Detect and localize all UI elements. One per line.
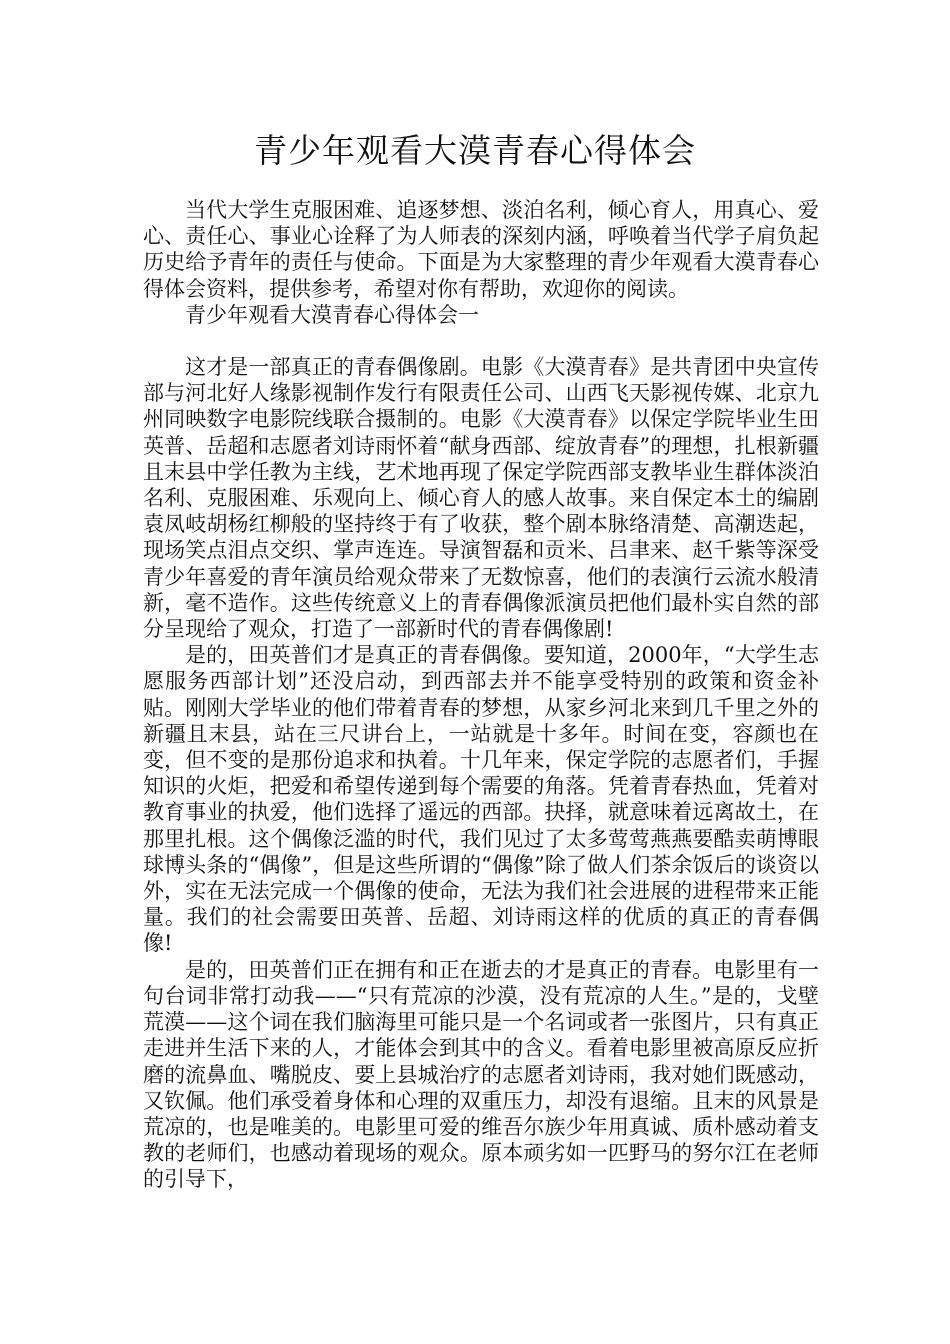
document-title: 青少年观看大漠青春心得体会 [254, 131, 696, 170]
blank-line [143, 328, 819, 354]
intro-paragraph: 当代大学生克服困难、追逐梦想、淡泊名利，倾心育人，用真心、爱心、责任心、事业心诠释了为人师表的深刻内涵，呼唤着当代学子肩负起历史给予青年的责任与使命。下面是为大家整理的青少年观看大漠青春心得体会资料，提供参考，希望对你有帮助，欢迎你的阅读。 [143, 198, 819, 301]
document-body [143, 197, 819, 1193]
body-paragraph-1: 这才是一部真正的青春偶像剧。电影《大漠青春》是共青团中央宣传部与河北好人缘影视制作发行有限责任公司、山西飞天影视传媒、北京九州同映数字电影院线联合摄制的。电影《大漠青春》以保定学院毕业生田英普、岳超和志愿者刘诗雨怀着“献身西部、绽放青春”的理想，扎根新疆且末县中学任教为主线，艺术地再现了保定学院西部支教毕业生群体淡泊名利、克服困难、乐观向上、倾心育人的感人故事。来自保定本土的编剧袁凤岐胡杨红柳般的坚持终于有了收获，整个剧本脉络清楚、高潮迭起，现场笑点泪点交织、掌声连连。导演智磊和贡米、吕聿来、赵千紫等深受青少年喜爱的青年演员给观众带来了无数惊喜，他们的表演行云流水般清新，毫不造作。这些传统意义上的青春偶像派演员把他们最朴实自然的部分呈现给了观众，打造了一部新时代的青春偶像剧! [143, 355, 819, 642]
body-paragraph-3: 是的，田英普们正在拥有和正在逝去的才是真正的青春。电影里有一句台词非常打动我——“只有荒凉的沙漠，没有荒凉的人生。”是的，戈壁荒漠——这个词在我们脑海里可能只是一个名词或者一张图片，只有真正走进并生活下来的人，才能体会到其中的含义。看着电影里被高原反应折磨的流鼻血、嘴脱皮、要上县城治疗的志愿者刘诗雨，我对她们既感动，又钦佩。他们承受着身体和心理的双重压力，却没有退缩。且末的风景是荒凉的，也是唯美的。电影里可爱的维吾尔族少年用真诚、质朴感动着支教的老师们，也感动着现场的观众。原本顽劣如一匹野马的努尔江在老师的引导下， [143, 957, 819, 1192]
section-heading: 青少年观看大漠青春心得体会一 [185, 302, 479, 327]
body-paragraph-2: 是的，田英普们才是真正的青春偶像。要知道，2000年，“大学生志愿服务西部计划”还没启动，到西部去并不能享受特别的政策和资金补贴。刚刚大学毕业的他们带着青春的梦想，从家乡河北来到几千里之外的新疆且末县，站在三尺讲台上，一站就是十多年。时间在变，容颜也在变，但不变的是那份追求和执着。十几年来，保定学院的志愿者们，手握知识的火炬，把爱和希望传递到每个需要的角落。凭着青春热血，凭着对教育事业的执爱，他们选择了遥远的西部。抉择，就意味着远离故土，在那里扎根。这个偶像泛滥的时代，我们见过了太多莺莺燕燕要酷卖萌博眼球博头条的“偶像”，但是这些所谓的“偶像”除了做人们茶余饭后的谈资以外，实在无法完成一个偶像的使命，无法为我们社会进展的进程带来正能量。我们的社会需要田英普、岳超、刘诗雨这样的优质的真正的青春偶像! [143, 643, 819, 956]
